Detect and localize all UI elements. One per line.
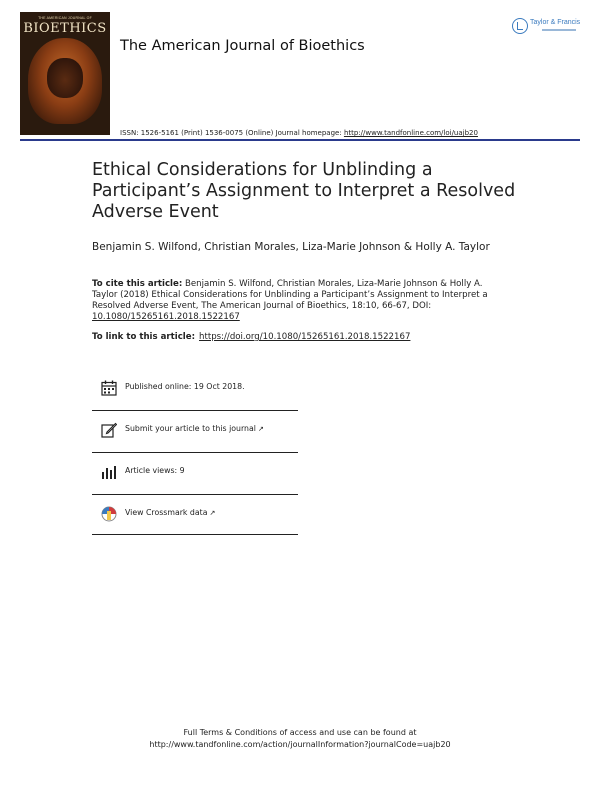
- divider: [92, 534, 298, 535]
- article-title: Ethical Considerations for Unblinding a Participant’s Assignment to Interpret a Resolved Adverse Event: [92, 160, 516, 222]
- edit-icon: [101, 422, 117, 438]
- header-rule: [20, 139, 580, 141]
- article-authors: Benjamin S. Wilfond, Christian Morales, Liza-Marie Johnson & Holly A. Taylor: [92, 241, 490, 253]
- submit-article-text: Submit your article to this journal: [125, 424, 256, 433]
- views-row: [92, 452, 298, 494]
- cover-orangutan-face: [47, 58, 83, 98]
- external-link-icon: ↗: [209, 509, 216, 517]
- journal-title: The American Journal of Bioethics: [120, 38, 365, 54]
- publisher-logo-text: Taylor & Francis: [530, 19, 581, 26]
- published-date: Published online: 19 Oct 2018.: [125, 382, 245, 391]
- cover-masthead: BIOETHICS: [23, 21, 107, 36]
- calendar-icon: [101, 380, 117, 396]
- cite-doi-link[interactable]: 10.1080/15265161.2018.1522167: [92, 312, 240, 322]
- footer-terms-link[interactable]: http://www.tandfonline.com/action/journalInformation?journalCode=uajb20: [149, 740, 451, 749]
- issn-line: [120, 129, 478, 137]
- article-doi-link[interactable]: https://doi.org/10.1080/15265161.2018.1522167: [199, 332, 411, 342]
- published-row: [92, 368, 298, 410]
- journal-homepage-link[interactable]: http://www.tandfonline.com/loi/uajb20: [343, 129, 478, 137]
- article-link-line: [92, 332, 410, 342]
- footer-terms-text: Full Terms & Conditions of access and use can be found at: [183, 728, 417, 737]
- crossmark-text: View Crossmark data: [125, 508, 208, 517]
- issn-text: ISSN: 1526-5161 (Print) 1536-0075 (Online) Journal homepage:: [120, 129, 344, 137]
- publisher-logo[interactable]: [512, 16, 584, 38]
- publisher-logo-icon: [512, 18, 528, 34]
- citation-block: [92, 279, 502, 323]
- footer: [0, 727, 600, 751]
- journal-cover: [20, 12, 110, 135]
- bar-chart-icon: [101, 464, 117, 480]
- article-views: Article views: 9: [125, 466, 185, 475]
- cover-masthead-small: THE AMERICAN JOURNAL OF: [38, 16, 92, 20]
- cite-text: Benjamin S. Wilfond, Christian Morales, Liza-Marie Johnson & Holly A. Taylor (2018) Ethical Considerations for Unblinding a Participant’s Assignment to Interpret a Resolved Adverse Event, The American Journal of Bioethics, 18:10, 66-67, DOI:: [92, 279, 488, 311]
- submit-article-link[interactable]: [125, 424, 264, 433]
- crossmark-link[interactable]: [125, 508, 215, 517]
- external-link-icon: ↗: [257, 425, 264, 433]
- submit-row[interactable]: [92, 410, 298, 452]
- crossmark-icon: [101, 506, 117, 522]
- publisher-logo-underline: [542, 29, 576, 31]
- link-label: To link to this article:: [92, 332, 196, 342]
- crossmark-row[interactable]: [92, 494, 298, 536]
- cite-label: To cite this article:: [92, 279, 183, 289]
